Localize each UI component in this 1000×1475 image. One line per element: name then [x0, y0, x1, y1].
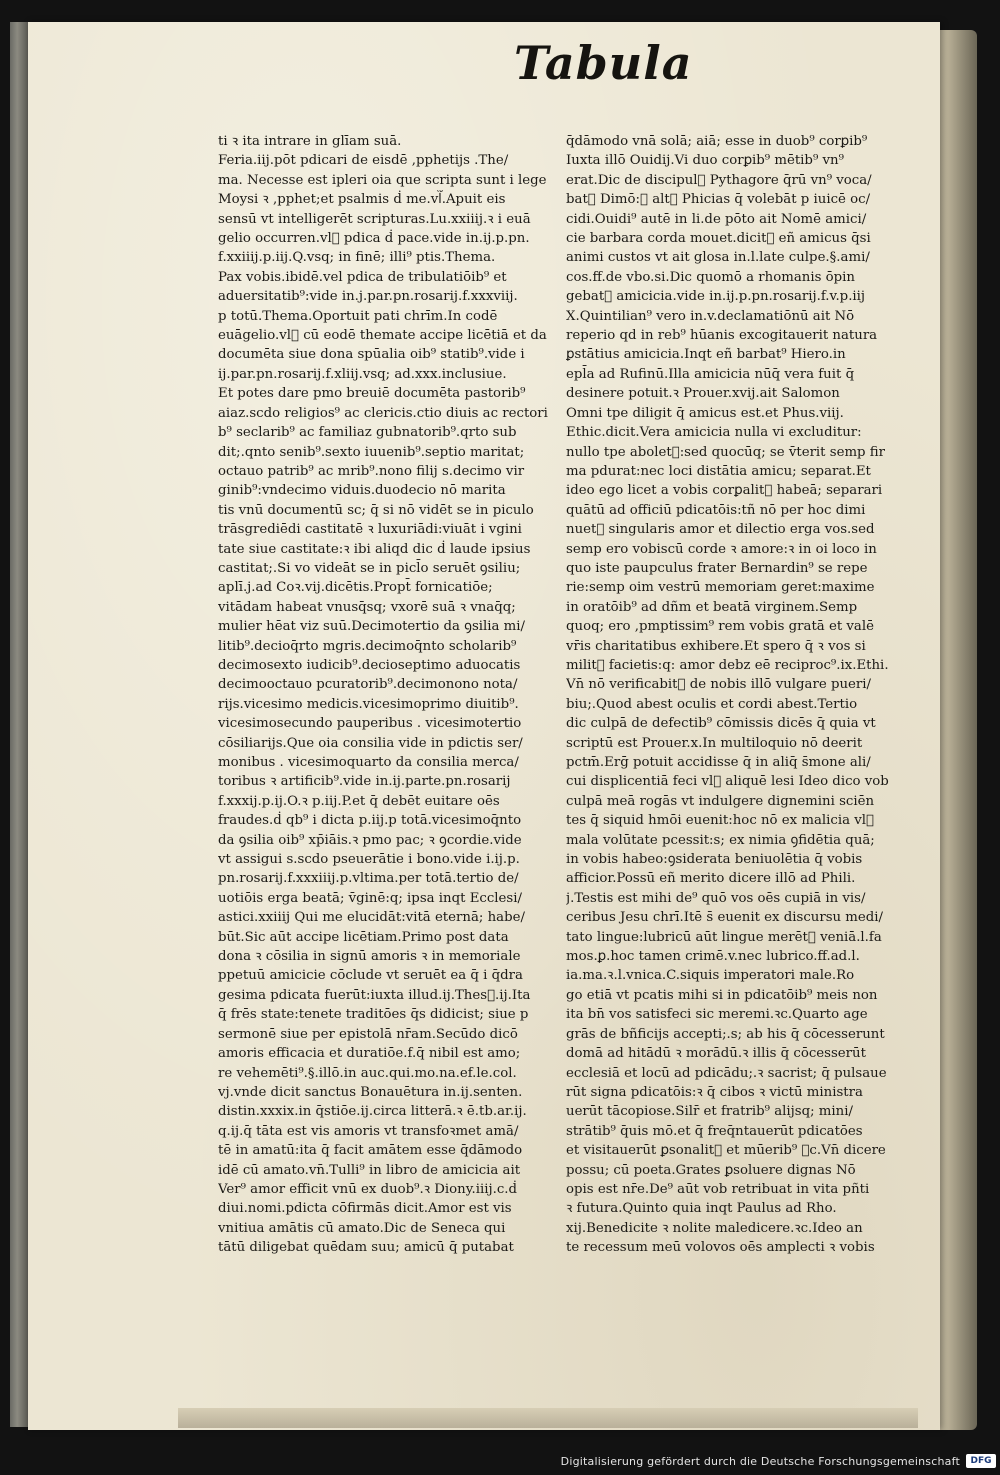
text-line: grās de bñficijs accepti;.s; ab his q̄ cōcesserunt — [566, 1026, 885, 1042]
text-line: erat.Dic de discipul᷑ Pythagore q̄rū vn⁹ voca/ — [566, 172, 872, 188]
text-line: rijs.vicesimo medicis.vicesimoprimo diuitib⁹. — [218, 696, 519, 712]
digitization-footer — [0, 1452, 1000, 1475]
text-line: gesima pdicata fuerūt:iuxta illud.ij.Thes᷑.ij.Ita — [218, 987, 531, 1003]
text-line: tate siue castitate:ꝛ ibi aliqd dic ḋ laude ipsius — [218, 541, 531, 557]
text-line: pctm̄.Erḡ potuit accidisse q̄ in aliq̄ s̄mone ali/ — [566, 755, 871, 770]
text-line: quātū ad officiū pdicatōis:tñ nō per hoc dimi — [566, 502, 866, 518]
text-line: quo iste paupculus frater Bernardin⁹ se repe — [566, 560, 868, 576]
text-line: Vn̄ nō verificabit᷑ de nobis illō vulgare pueri/ — [566, 677, 871, 693]
text-line: reperio qd in reb⁹ hūanis excogitauerit natura — [566, 328, 878, 344]
text-line: dit;.qnto senib⁹.sexto iuuenib⁹.septio maritat; — [218, 444, 525, 460]
text-line: amoris efficacia et duratiōe.f.q̄ nibil est amo; — [218, 1046, 521, 1062]
text-line: rie:semp oim vestrū memoriam geret:maxime — [566, 580, 875, 596]
text-line: aiaz.scdo religios⁹ ac clericis.ctio diuis ac rectori — [218, 405, 548, 421]
text-line: būt.Sic aūt accipe licētiam.Primo post data — [218, 929, 509, 945]
text-line: in vobis habeo:ꝯsiderata beniuolētia q̄ vobis — [566, 852, 863, 868]
text-line: cie barbara corda mouet.dicit᷑ eñ amicus q̄si — [566, 231, 871, 247]
text-line: Iuxta illō Ouidij.Vi duo corꝑib⁹ mētib⁹ vn⁹ — [566, 153, 844, 169]
text-line: astici.xxiiij Qui me elucidāt:vitā eternā; habe/ — [218, 910, 525, 926]
text-line: fraudes.ḋ qb⁹ i dicta p.iij.p totā.vicesimoq̄nto — [218, 813, 522, 829]
text-line: f.xxiiij.p.iij.Q.vsq; in finē; illi⁹ ptis.Thema. — [218, 250, 496, 266]
text-line: da ꝯsilia oib⁹ xp̄iāis.ꝛ pmo pac; ꝛ ꝯcordie.vide — [218, 832, 522, 848]
text-line: ꝑstātius amicicia.Inqt eñ barbat⁹ Hiero.in — [566, 347, 846, 363]
text-line: ita bn̄ vos satisfeci sic meremi.ꝛc.Quarto age — [566, 1007, 868, 1023]
text-line: mulier hēat viz suū.Decimotertio da ꝯsilia mi/ — [218, 619, 526, 635]
text-line: semp ero vobiscū corde ꝛ amore:ꝛ in oi loco in — [566, 541, 877, 557]
text-line: diui.nomi.pdicta cōfirmās dicit.Amor est vis — [218, 1201, 512, 1217]
text-line: monibus . vicesimoquarto da consilia merca/ — [218, 755, 519, 770]
text-column-left — [218, 132, 588, 1258]
text-line: vt assigui s.scdo pseuerātie i bono.vide i.ij.p. — [218, 852, 520, 868]
running-head: Tabula — [514, 36, 693, 90]
text-line: dic culpā de defectib⁹ cōmissis dicēs q̄ quia vt — [566, 716, 876, 732]
text-line: ideo ego licet a vobis corꝑalit᷑ habeā; separari — [566, 483, 883, 499]
text-line: pn.rosarij.f.xxxiiij.p.vltima.per totā.tertio de/ — [218, 871, 519, 887]
text-line: documēta siue dona spūalia oib⁹ statib⁹.vide i — [218, 347, 525, 363]
text-line: litib⁹.decioq̄rto mgris.decimoq̄nto scholarib⁹ — [218, 638, 517, 654]
text-line: ppetuū amicicie cōclude vt seruēt ea q̄ i q̄dra — [218, 968, 523, 984]
footer-credit: Digitalisierung gefördert durch die Deutsche Forschungsgemeinschaft — [560, 1455, 960, 1468]
text-line: desinere potuit.ꝛ Prouer.xvij.ait Salomon — [566, 386, 840, 402]
text-line: vitādam habeat vnusq̄sq; vxorē suā ꝛ vnaq̄q; — [218, 599, 516, 615]
text-line: b⁹ seclarib⁹ ac familiaz gubnatorib⁹.qrto sub — [218, 425, 517, 441]
text-line: mos.ꝑ.hoc tamen crimē.v.nec lubrico.ff.ad.l. — [566, 949, 860, 965]
text-line: ia.ma.ꝛ.l.vnica.C.siquis imperatori male.Ro — [566, 968, 855, 984]
text-line: ma. Necesse est ipleri oia que scripta sunt i lege — [218, 172, 547, 188]
text-line: ma pdurat:nec loci distātia amicu; separat.Et — [566, 463, 871, 479]
text-line: X.Quintilian⁹ vero in.v.declamatiōnū ait Nō — [566, 308, 855, 324]
dfg-logo-icon: DFG — [966, 1454, 996, 1468]
text-line: octauo patrib⁹ ac mrib⁹.nono filij s.decimo vir — [218, 463, 525, 479]
text-line: vr̄is charitatibus exhibere.Et spero q̄ ꝛ vos si — [566, 638, 866, 654]
text-line: q.ij.q̄ tāta est vis amoris vt transfoꝛmet amā/ — [218, 1123, 519, 1139]
text-line: go etiā vt pcatis mihi si in pdicatōib⁹ meis non — [566, 987, 878, 1003]
text-line: ceribus Jesu chrī.Itē s̄ euenit ex discursu medi/ — [566, 910, 884, 926]
text-line: gebat᷑ amicicia.vide in.ij.p.pn.rosarij.f.v.p.iij — [566, 289, 866, 305]
text-line: aduersitatib⁹:vide in.j.par.pn.rosarij.f.xxxviij. — [218, 289, 518, 305]
text-line: uotiōis erga beatā; v̄ginē:q; ipsa inqt Ecclesi/ — [218, 890, 522, 906]
text-line: ij.par.pn.rosarij.f.xliij.vsq; ad.xxx.inclusiue. — [218, 366, 507, 382]
text-line: gelio occurren.vl᷑ pdica ḋ pace.vide in.ij.p.pn. — [218, 231, 530, 247]
text-line: culpā meā rogās vt indulgere dignemini sciēn — [566, 793, 875, 809]
text-line: sermonē siue per epistolā nr̄am.Secūdo dicō — [218, 1026, 518, 1042]
text-line: vnitiua amātis cū amato.Dic de Seneca qui — [218, 1220, 506, 1236]
text-line: aplī.j.ad Coꝛ.vij.dicētis.Propt̄ fornicatiōe; — [218, 580, 493, 596]
text-line: animi custos vt ait glosa in.l.late culpe.§.ami/ — [566, 250, 870, 266]
text-line: tē in amatū:ita q̄ facit amātem esse q̄dāmodo — [218, 1143, 523, 1159]
text-line: biu;.Quod abest oculis et cordi abest.Tertio — [566, 696, 858, 712]
text-line: distin.xxxix.in q̄stiōe.ij.circa litterā.ꝛ ē.tb.ar.ij. — [218, 1104, 527, 1120]
text-line: tato lingue:lubricū aūt lingue merēt᷑ veniā.l.fa — [566, 929, 882, 945]
text-line: in oratōib⁹ ad dñm et beatā virginem.Semp — [566, 599, 858, 615]
text-line: p totū.Thema.Oportuit pati chrīm.In codē — [218, 308, 498, 324]
text-line: possu; cū poeta.Grates ꝑsoluere dignas Nō — [566, 1162, 856, 1178]
text-line: Ethic.dicit.Vera amicicia nulla vi excluditur: — [566, 425, 862, 441]
text-line: ꝛ futura.Quinto quia inqt Paulus ad Rho. — [566, 1201, 837, 1217]
text-line: nuet᷑ singularis amor et dilectio erga vos.sed — [566, 522, 875, 538]
text-line: euāgelio.vl᷑ cū eodē themate accipe licētiā et da — [218, 328, 547, 344]
text-line: Ver⁹ amor efficit vnū ex duob⁹.ꝛ Diony.iiij.c.ḋ — [218, 1181, 518, 1197]
text-line: cui displicentiā feci vl᷑ aliquē lesi Ideo dico vob — [566, 774, 889, 790]
text-line: decimosexto iudicib⁹.decioseptimo aduocatis — [218, 657, 521, 673]
text-line: vicesimosecundo pauperibus . vicesimotertio — [218, 716, 522, 732]
text-line: decimooctauo pcuratorib⁹.decimonono nota/ — [218, 677, 518, 693]
text-line: dona ꝛ cōsilia in signū amoris ꝛ in memoriale — [218, 949, 521, 965]
book-page — [28, 22, 940, 1430]
text-line: toribus ꝛ artificib⁹.vide in.ij.parte.pn.rosarij — [218, 774, 511, 790]
text-line: quoq; ero ,pmptissim⁹ rem vobis gratā et valē — [566, 619, 874, 635]
text-line: epl̄a ad Rufinū.Illa amicicia nūq̄ vera fuit q̄ — [566, 366, 855, 382]
text-line: cos.ff.de vbo.si.Dic quomō a rhomanis ōpin — [566, 269, 855, 285]
text-line: te recessum meū volovos oēs amplecti ꝛ vobis — [566, 1240, 875, 1256]
text-line: bat᷑ Dimō:ꝛ alt᷑ Phicias q̄ volebāt p iuicē oc/ — [566, 192, 871, 208]
text-line: opis est nr̄e.De⁹ aūt vob retribuat in vita pñti — [566, 1181, 870, 1197]
text-line: sensū vt intelligerēt scripturas.Lu.xxiiij.ꝛ i euā — [218, 211, 531, 227]
text-line: xij.Benedicite ꝛ nolite maledicere.ꝛc.Ideo an — [566, 1220, 863, 1236]
text-line: nullo tpe abolet᷑:sed quocūq; se v̄terit semp fir — [566, 444, 886, 460]
text-line: re vehemēti⁹.§.illō.in auc.qui.mo.na.ef.le.col. — [218, 1065, 517, 1081]
text-line: Moysi ꝛ ,pphet;et psalmis ḋ me.vl᷑.Apuit eis — [218, 192, 506, 208]
text-line: cidi.Ouidi⁹ autē in li.de pōto ait Nomē amici/ — [566, 211, 867, 227]
text-line: trāsgrediēdi castitatē ꝛ luxuriādi:viuāt i vgini — [218, 522, 522, 538]
text-line: et visitauerūt ꝑsonalit᷑ et mūerib⁹ ꝛc.Vn̄ dicere — [566, 1143, 886, 1159]
page-bottom-edge — [178, 1408, 918, 1428]
text-line: tis vnū documentū sc; q̄ si nō vidēt se in piculo — [218, 502, 534, 518]
text-line: scriptū est Prouer.x.In multiloquio nō deerit — [566, 735, 863, 751]
text-line: tes q̄ siquid hmōi euenit:hoc nō ex malicia vl᷑ — [566, 813, 875, 829]
text-line: Pax vobis.ibidē.vel pdica de tribulatiōib⁹ et — [218, 269, 507, 285]
text-line: Omni tpe diligit q̄ amicus est.et Phus.viij. — [566, 405, 844, 421]
text-line: f.xxxij.p.ij.O.ꝛ p.iij.P.et q̄ debēt euitare oēs — [218, 793, 500, 809]
text-line: domā ad hitādū ꝛ morādū.ꝛ illis q̄ cōcesserūt — [566, 1046, 866, 1062]
text-line: castitat;.Si vo videāt se in picl̄o seruēt ꝯsiliu; — [218, 560, 521, 576]
text-line: uerūt tācopiose.Silr̄ et fratrib⁹ alijsq; mini/ — [566, 1104, 853, 1120]
text-line: milit᷑ facietis:q: amor debz eē reciproc⁹.ix.Ethi. — [566, 657, 889, 673]
text-line: strātib⁹ q̄uis mō.et q̄ freq̄ntauerūt pdicatōes — [566, 1123, 863, 1139]
text-line: q̄ frēs state:tenete traditōes q̄s didicist; siue p — [218, 1007, 529, 1023]
text-line: mala volūtate pcessit:s; ex nimia ꝯfidētia quā; — [566, 832, 875, 848]
text-line: Feria.iij.pōt pdicari de eisdē ,pphetijs .The/ — [218, 153, 509, 169]
text-line: j.Testis est mihi de⁹ quō vos oēs cupiā in vis/ — [566, 890, 866, 906]
text-line: ti ꝛ ita intrare in glīam suā. — [218, 134, 402, 149]
text-line: ecclesiā et locū ad pdicādu;.ꝛ sacrist; q̄ pulsaue — [566, 1065, 887, 1081]
text-line: rūt signa pdicatōis:ꝛ q̄ cibos ꝛ victū ministra — [566, 1084, 863, 1100]
text-line: Et potes dare pmo breuiē documēta pastorib⁹ — [218, 386, 526, 402]
text-line: cōsiliarijs.Que oia consilia vide in pdictis ser/ — [218, 735, 523, 751]
book-binding-edge — [10, 22, 28, 1427]
text-line: ginib⁹:vndecimo viduis.duodecio nō marita — [218, 483, 506, 499]
text-line: afficior.Possū eñ merito dicere illō ad Phili. — [566, 871, 856, 887]
text-line: q̄dāmodo vnā solā; aiā; esse in duob⁹ corꝑib⁹ — [566, 134, 868, 149]
text-line: tātū diligebat quēdam suu; amicū q̄ putabat — [218, 1240, 514, 1256]
text-line: vj.vnde dicit sanctus Bonauētura in.ij.senten. — [218, 1084, 523, 1100]
text-column-right — [566, 132, 936, 1258]
text-line: idē cū amato.vn̄.Tulli⁹ in libro de amicicia ait — [218, 1162, 521, 1178]
